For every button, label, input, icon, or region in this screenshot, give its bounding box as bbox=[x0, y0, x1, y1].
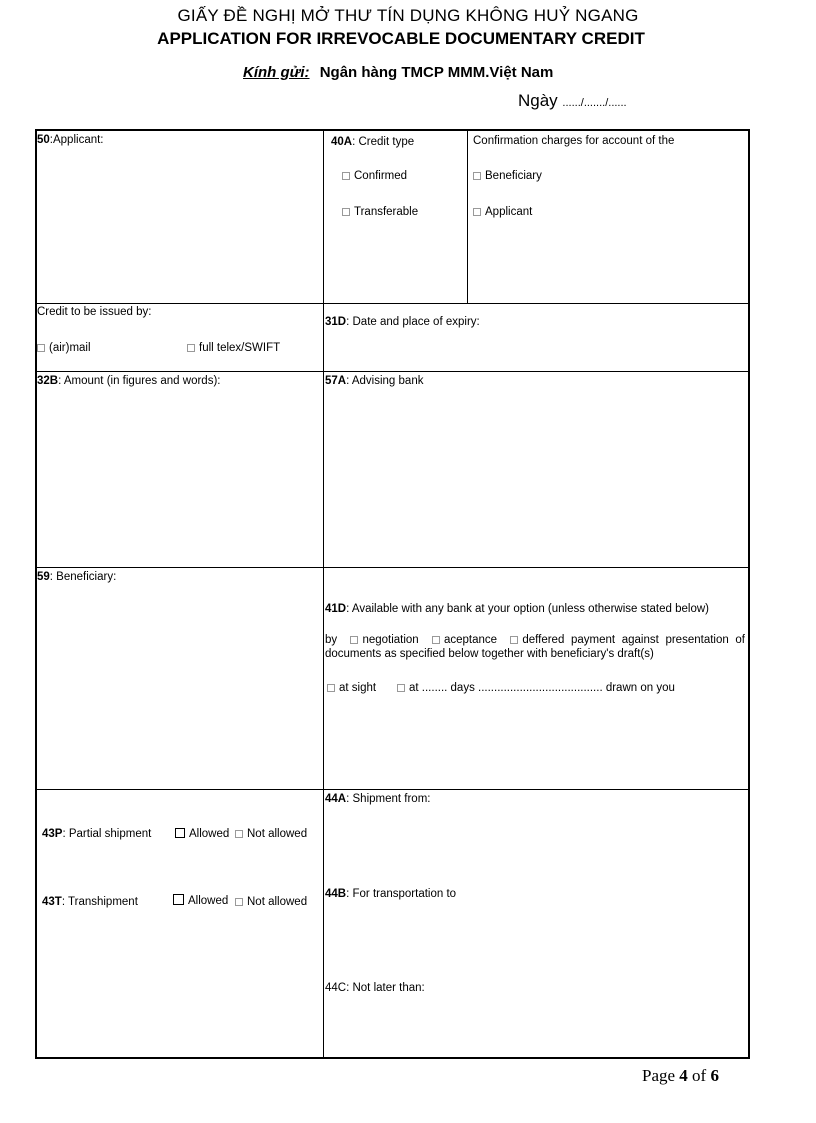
transhipment-allowed[interactable]: Allowed bbox=[173, 894, 228, 908]
checkbox-icon[interactable] bbox=[37, 344, 45, 352]
applicant-label: :Applicant: bbox=[49, 134, 104, 146]
advising-bank-label: : Advising bank bbox=[346, 375, 424, 387]
option-confirmed[interactable]: Confirmed bbox=[342, 169, 407, 183]
credit-type-code: 40A bbox=[331, 136, 353, 148]
beneficiary-code: 59 bbox=[37, 571, 50, 583]
row-divider-3 bbox=[37, 567, 748, 568]
row-divider-4 bbox=[37, 789, 748, 790]
beneficiary-label: : Beneficiary: bbox=[49, 571, 117, 583]
transhipment-label: 43T: Transhipment bbox=[42, 896, 138, 908]
transport-to-code: 44B bbox=[325, 888, 347, 900]
credit-type-field bbox=[331, 135, 414, 149]
available-label: : Available with any bank at your option (unless otherwise stated below) bbox=[346, 603, 709, 615]
option-airmail[interactable]: (air)mail bbox=[37, 341, 91, 355]
advising-bank-field[interactable] bbox=[325, 374, 423, 388]
title-english: APPLICATION FOR IRREVOCABLE DOCUMENTARY CREDIT bbox=[157, 29, 645, 48]
checkbox-icon[interactable] bbox=[510, 636, 518, 644]
amount-code: 32B bbox=[37, 375, 59, 387]
advising-bank-code: 57A bbox=[325, 375, 347, 387]
date-label: Ngày bbox=[518, 91, 558, 110]
partial-shipment-allowed[interactable]: Allowed bbox=[175, 827, 229, 841]
expiry-label: : Date and place of expiry: bbox=[346, 316, 480, 328]
transhipment-not-allowed[interactable]: Not allowed bbox=[235, 895, 307, 909]
option-at-sight[interactable]: at sight bbox=[327, 681, 376, 695]
addressee-bank: Ngân hàng TMCP MMM.Việt Nam bbox=[319, 64, 554, 81]
addressee-line bbox=[243, 64, 553, 81]
expiry-code: 31D bbox=[325, 316, 347, 328]
shipment-from-label: : Shipment from: bbox=[346, 793, 431, 805]
method-deferred-payment: deffered payment against presentation of documents as specified below together with beneficiary's draft(s) bbox=[325, 634, 745, 660]
option-swift[interactable]: full telex/SWIFT bbox=[187, 341, 280, 355]
amount-field[interactable] bbox=[37, 374, 220, 388]
credit-type-label: : Credit type bbox=[352, 136, 415, 148]
confirmation-divider bbox=[467, 131, 468, 303]
shipment-from-code: 44A bbox=[325, 793, 347, 805]
row-divider-1 bbox=[37, 303, 748, 304]
checkbox-icon[interactable] bbox=[342, 208, 350, 216]
option-applicant[interactable]: Applicant bbox=[473, 205, 532, 219]
option-beneficiary[interactable]: Beneficiary bbox=[473, 169, 542, 183]
checkbox-icon[interactable] bbox=[235, 830, 243, 838]
checkbox-icon[interactable] bbox=[235, 898, 243, 906]
applicant-code: 50 bbox=[37, 134, 50, 146]
method-acceptance: aceptance bbox=[444, 634, 498, 646]
amount-label: : Amount (in figures and words): bbox=[58, 375, 221, 387]
option-at-days[interactable]: at ........ days ....................................... drawn on you bbox=[397, 681, 675, 695]
checkbox-icon[interactable] bbox=[473, 208, 481, 216]
row-divider-2 bbox=[37, 371, 748, 372]
checkbox-icon[interactable] bbox=[327, 684, 335, 692]
checkbox-icon[interactable] bbox=[173, 894, 184, 905]
date-line bbox=[518, 91, 627, 111]
transport-to-field[interactable] bbox=[325, 887, 456, 901]
checkbox-icon[interactable] bbox=[342, 172, 350, 180]
page-number: Page 4 of 6 bbox=[642, 1066, 719, 1085]
beneficiary-field[interactable] bbox=[37, 570, 116, 584]
available-field bbox=[325, 602, 709, 616]
not-later-than-field[interactable]: 44C: Not later than: bbox=[325, 982, 425, 994]
partial-shipment-label: 43P: Partial shipment bbox=[42, 828, 152, 840]
checkbox-icon[interactable] bbox=[187, 344, 195, 352]
partial-shipment-not-allowed[interactable]: Not allowed bbox=[235, 827, 307, 841]
application-form bbox=[35, 129, 750, 1059]
checkbox-icon[interactable] bbox=[432, 636, 440, 644]
issued-by-label: Credit to be issued by: bbox=[37, 306, 152, 318]
title-vietnamese: GIẤY ĐỀ NGHỊ MỞ THƯ TÍN DỤNG KHÔNG HUỶ NGANG bbox=[177, 6, 639, 25]
checkbox-icon[interactable] bbox=[473, 172, 481, 180]
checkbox-icon[interactable] bbox=[397, 684, 405, 692]
by-label: by bbox=[325, 634, 338, 646]
date-value[interactable]: ....../......./...... bbox=[562, 97, 627, 109]
checkbox-icon[interactable] bbox=[350, 636, 358, 644]
method-negotiation: negotiation bbox=[362, 634, 419, 646]
center-divider bbox=[323, 131, 324, 1057]
available-code: 41D bbox=[325, 603, 347, 615]
available-methods bbox=[325, 633, 745, 661]
shipment-from-field[interactable] bbox=[325, 792, 430, 806]
checkbox-icon[interactable] bbox=[175, 828, 185, 838]
option-transferable[interactable]: Transferable bbox=[342, 205, 418, 219]
transport-to-label: : For transportation to bbox=[346, 888, 457, 900]
expiry-field[interactable] bbox=[325, 315, 480, 329]
addressee-label: Kính gửi: bbox=[243, 64, 310, 81]
applicant-field[interactable] bbox=[37, 133, 104, 147]
confirmation-label: Confirmation charges for account of the bbox=[473, 135, 675, 147]
